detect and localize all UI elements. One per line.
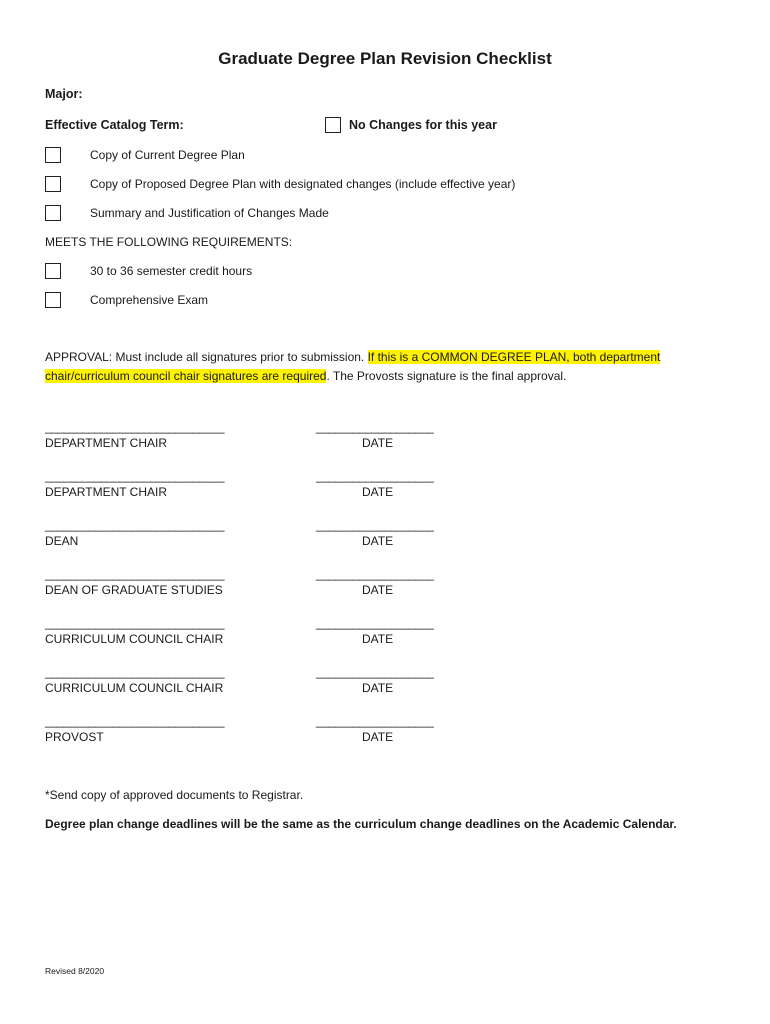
approval-highlight: If this is a COMMON DEGREE PLAN, both department chair/curriculum council chair signatures are required <box>45 350 661 383</box>
date-line[interactable]: ___________________ <box>316 616 434 630</box>
requirement-item-label: Comprehensive Exam <box>90 293 209 307</box>
signature-line[interactable]: _____________________________ <box>45 518 225 532</box>
signature-label: DEAN <box>45 534 79 548</box>
date-line[interactable]: ___________________ <box>316 665 434 679</box>
checklist-checkbox[interactable] <box>45 205 61 221</box>
approval-prefix: APPROVAL: Must include all signatures prior to submission. <box>45 350 368 364</box>
date-line[interactable]: ___________________ <box>316 469 434 483</box>
date-label: DATE <box>362 485 394 499</box>
signature-line[interactable]: _____________________________ <box>45 420 225 434</box>
signature-label: DEPARTMENT CHAIR <box>45 485 168 499</box>
date-line[interactable]: ___________________ <box>316 518 434 532</box>
signature-label: DEPARTMENT CHAIR <box>45 436 168 450</box>
signature-label: PROVOST <box>45 730 104 744</box>
checklist-item-label: Summary and Justification of Changes Made <box>90 206 329 220</box>
major-label: Major: <box>45 87 83 101</box>
date-label: DATE <box>362 583 394 597</box>
date-label: DATE <box>362 534 394 548</box>
no-changes-checkbox[interactable] <box>325 117 341 133</box>
signature-line[interactable]: _____________________________ <box>45 714 225 728</box>
checklist-checkbox[interactable] <box>45 147 61 163</box>
registrar-note: *Send copy of approved documents to Registrar. <box>45 788 304 802</box>
signature-line[interactable]: _____________________________ <box>45 616 225 630</box>
date-label: DATE <box>362 436 394 450</box>
signature-line[interactable]: _____________________________ <box>45 469 225 483</box>
revised-date: Revised 8/2020 <box>45 966 105 976</box>
approval-paragraph <box>45 348 695 386</box>
catalog-term-label: Effective Catalog Term: <box>45 118 184 132</box>
checklist-item-label: Copy of Current Degree Plan <box>90 148 245 162</box>
page-title: Graduate Degree Plan Revision Checklist <box>218 49 552 68</box>
requirement-checkbox[interactable] <box>45 263 61 279</box>
checklist-checkbox[interactable] <box>45 176 61 192</box>
date-label: DATE <box>362 730 394 744</box>
signature-label: CURRICULUM COUNCIL CHAIR <box>45 632 224 646</box>
signature-label: CURRICULUM COUNCIL CHAIR <box>45 681 224 695</box>
date-line[interactable]: ___________________ <box>316 420 434 434</box>
deadline-note: Degree plan change deadlines will be the same as the curriculum change deadlines on the Academic Calendar. <box>45 817 677 831</box>
signature-line[interactable]: _____________________________ <box>45 665 225 679</box>
signature-line[interactable]: _____________________________ <box>45 567 225 581</box>
requirement-checkbox[interactable] <box>45 292 61 308</box>
requirement-item-label: 30 to 36 semester credit hours <box>90 264 253 278</box>
requirements-heading: MEETS THE FOLLOWING REQUIREMENTS: <box>45 235 293 249</box>
date-label: DATE <box>362 681 394 695</box>
date-line[interactable]: ___________________ <box>316 714 434 728</box>
signature-label: DEAN OF GRADUATE STUDIES <box>45 583 223 597</box>
date-label: DATE <box>362 632 394 646</box>
checklist-item-label: Copy of Proposed Degree Plan with designated changes (include effective year) <box>90 177 516 191</box>
no-changes-label: No Changes for this year <box>349 118 497 132</box>
date-line[interactable]: ___________________ <box>316 567 434 581</box>
approval-suffix: . The Provosts signature is the final approval. <box>326 369 567 383</box>
